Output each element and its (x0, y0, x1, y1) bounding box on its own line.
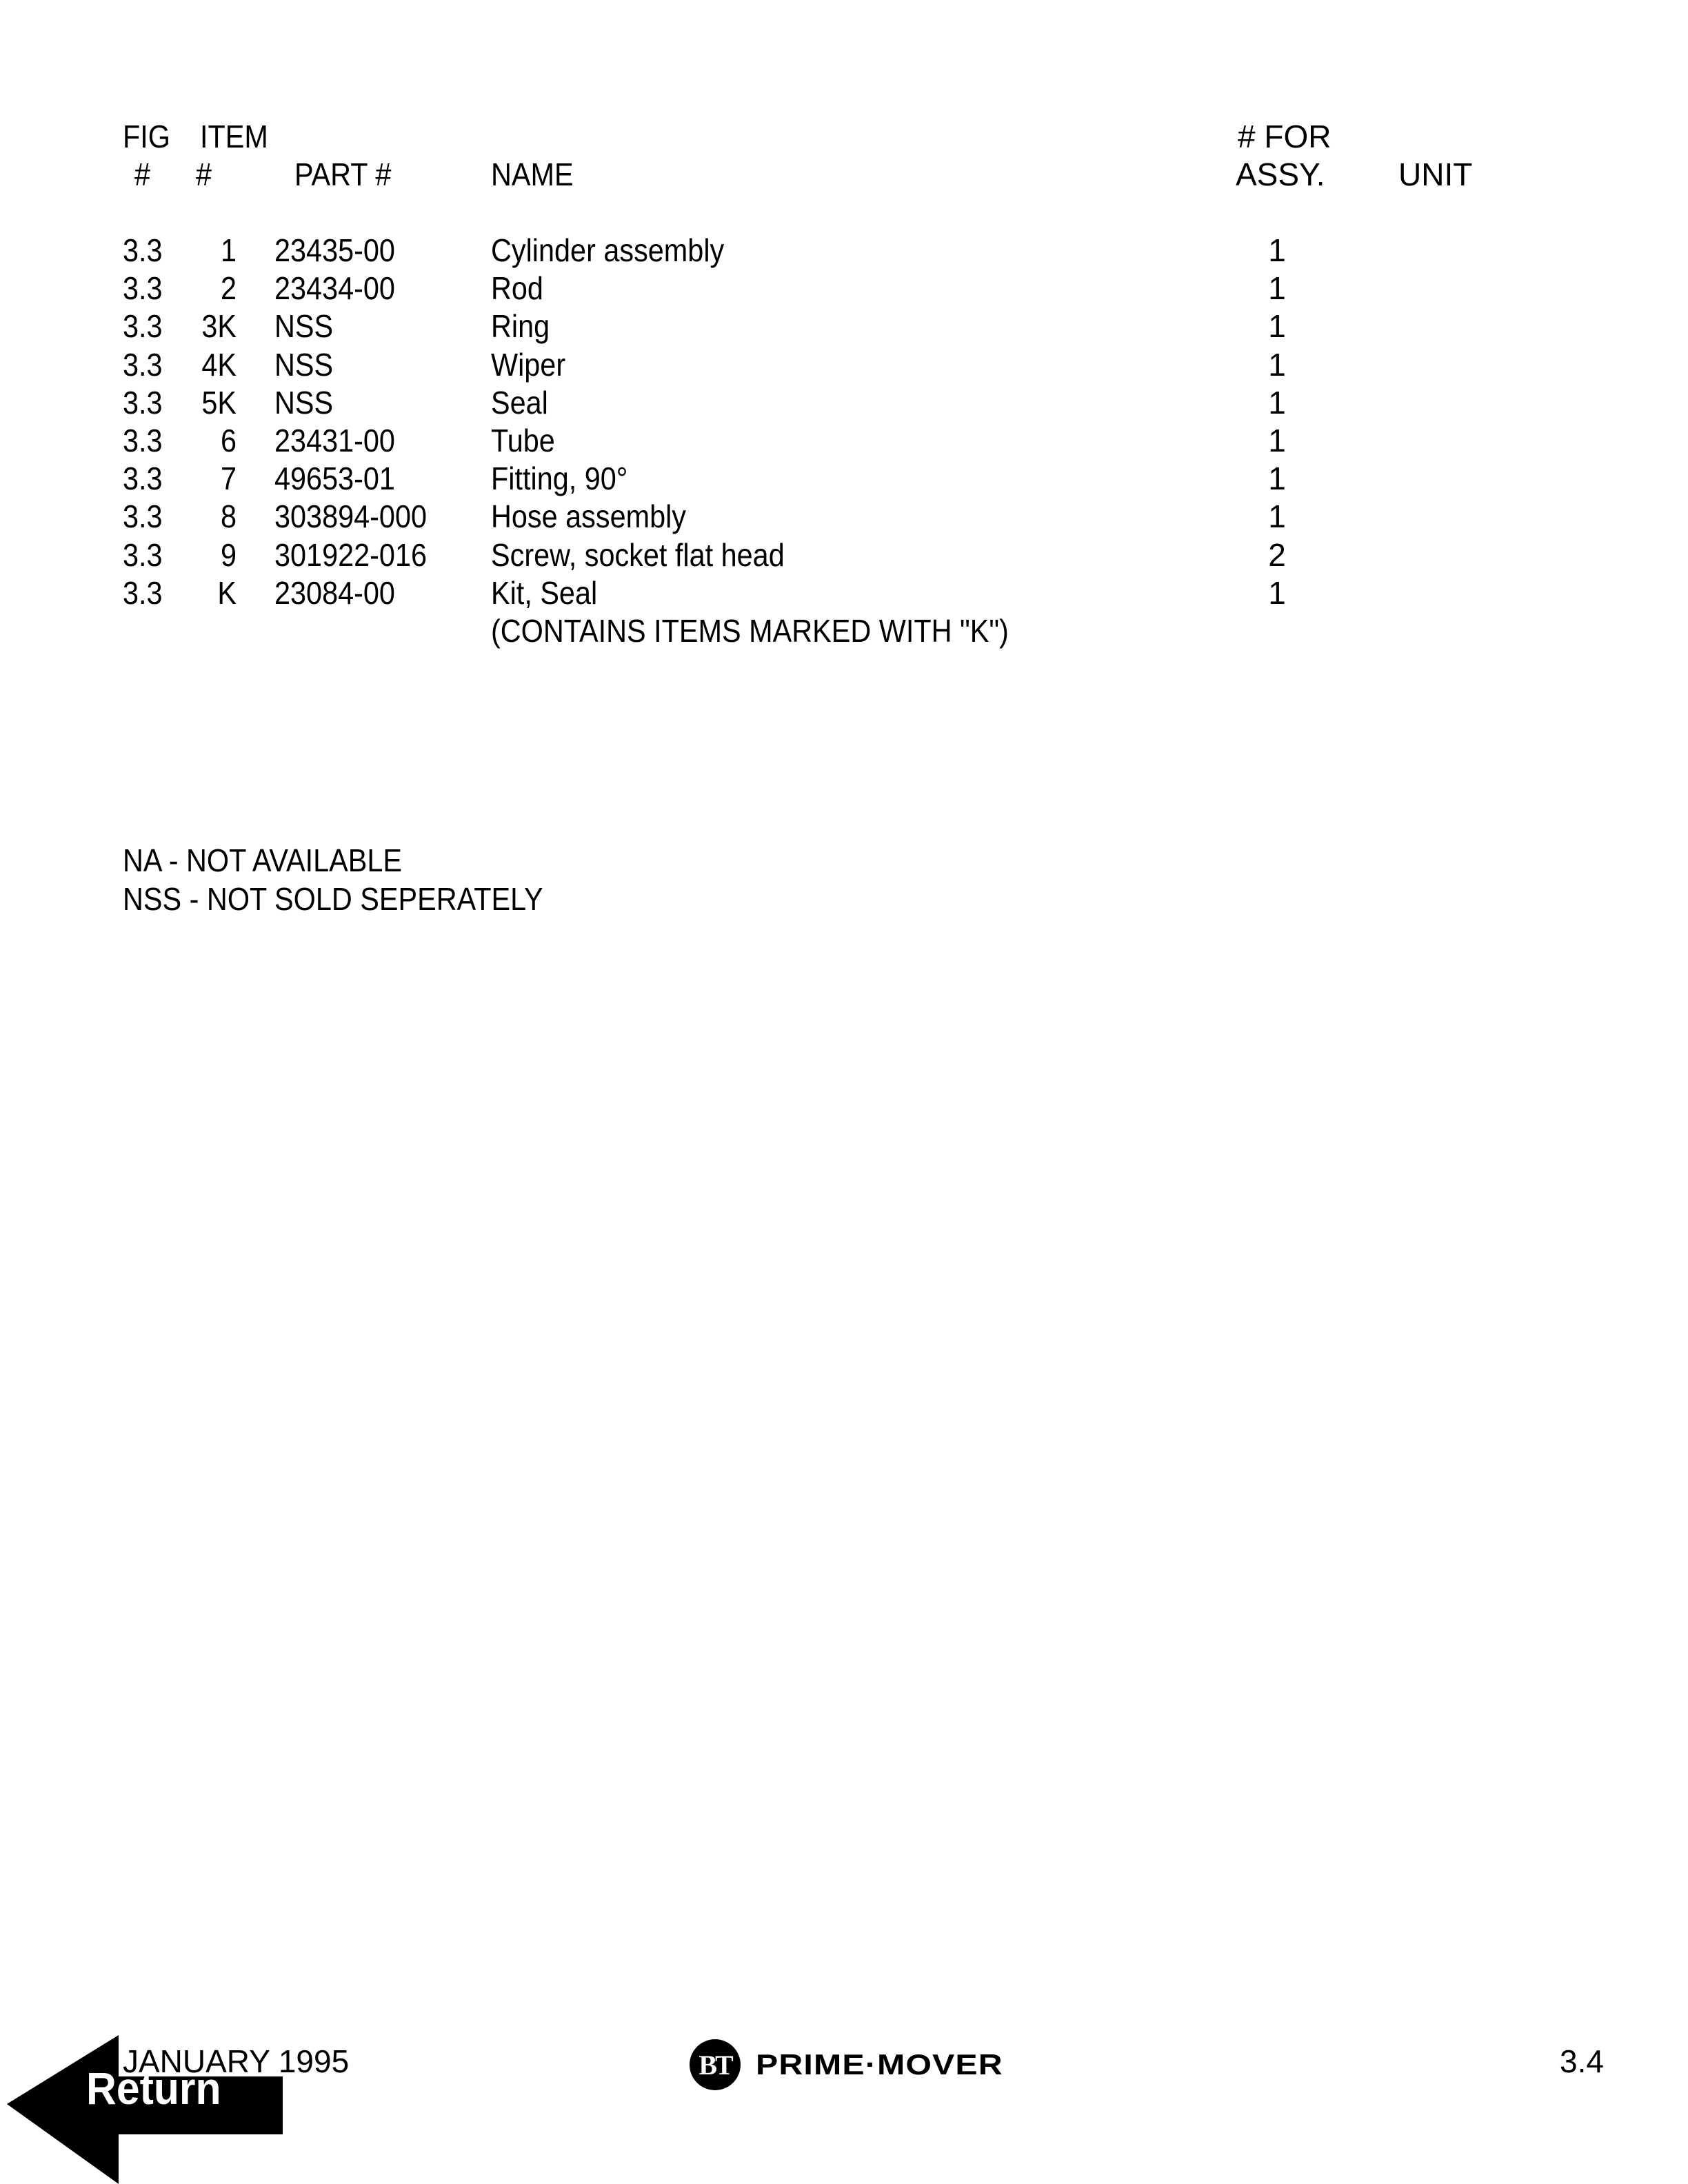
kit-note: (CONTAINS ITEMS MARKED WITH "K") (491, 612, 1009, 649)
header-assy-label: ASSY. (1236, 156, 1325, 192)
qty-for-assy: 1 (1268, 498, 1286, 535)
page-number: 3.4 (1560, 2043, 1604, 2079)
item-number: 5K (201, 384, 237, 421)
brand-logo (690, 2037, 1003, 2092)
fig-number: 3.3 (123, 461, 163, 497)
table-row (0, 269, 1688, 307)
table-row (0, 497, 1688, 535)
fig-number: 3.3 (123, 346, 163, 383)
header-item-label: ITEM (200, 119, 268, 154)
qty-for-assy: 1 (1268, 270, 1286, 307)
footer-date: JANUARY 1995 (123, 2043, 350, 2079)
table-row (0, 307, 1688, 345)
header-fig-hash: # (134, 156, 151, 192)
header-fig-label: FIG (123, 119, 171, 154)
header-name-label: NAME (491, 156, 574, 192)
part-name: Hose assembly (491, 498, 687, 535)
qty-for-assy: 1 (1268, 384, 1286, 421)
header-part-label: PART # (294, 156, 392, 192)
fig-number: 3.3 (123, 270, 163, 307)
part-number: NSS (274, 308, 334, 345)
fig-number: 3.3 (123, 232, 163, 268)
brand-name: PRIME·MOVER (756, 2048, 1003, 2081)
part-number: 301922-016 (274, 536, 428, 573)
part-name: Screw, socket flat head (491, 536, 785, 573)
qty-for-assy: 1 (1268, 574, 1286, 611)
item-number: 9 (220, 536, 237, 573)
table-row (0, 574, 1688, 611)
qty-for-assy: 1 (1268, 308, 1286, 345)
part-name: Seal (491, 384, 548, 421)
fig-number: 3.3 (123, 574, 163, 611)
item-number: 8 (220, 498, 237, 535)
fig-number: 3.3 (123, 308, 163, 345)
item-number: 3K (201, 308, 237, 345)
part-number: 49653-01 (274, 461, 395, 497)
table-row (0, 536, 1688, 574)
fig-number: 3.3 (123, 498, 163, 535)
fig-number: 3.3 (123, 422, 163, 458)
table-row (0, 383, 1688, 421)
part-name: Ring (491, 308, 550, 345)
table-row (0, 421, 1688, 459)
kit-note-row (0, 611, 1688, 649)
parts-list (0, 231, 1688, 649)
part-name: Kit, Seal (491, 574, 598, 611)
legend-na: NA - NOT AVAILABLE (123, 842, 402, 878)
table-row (0, 345, 1688, 383)
qty-for-assy: 1 (1268, 461, 1286, 497)
fig-number: 3.3 (123, 536, 163, 573)
part-number: 303894-000 (274, 498, 428, 535)
part-name: Cylinder assembly (491, 232, 725, 268)
header-for-label: # FOR (1238, 119, 1332, 154)
qty-for-assy: 1 (1268, 232, 1286, 268)
item-number: 6 (220, 422, 237, 458)
header-unit-label: UNIT (1398, 156, 1473, 192)
part-number: NSS (274, 346, 334, 383)
qty-for-assy: 2 (1268, 536, 1286, 573)
part-number: 23431-00 (274, 422, 395, 458)
part-name: Wiper (491, 346, 566, 383)
fig-number: 3.3 (123, 384, 163, 421)
return-label: Return (86, 2063, 221, 2114)
part-name: Rod (491, 270, 543, 307)
part-number: 23434-00 (274, 270, 395, 307)
item-number: 2 (220, 270, 237, 307)
item-number: 4K (201, 346, 237, 383)
table-row (0, 231, 1688, 269)
part-number: 23084-00 (274, 574, 395, 611)
item-number: 7 (220, 461, 237, 497)
part-number: NSS (274, 384, 334, 421)
legend-nss: NSS - NOT SOLD SEPERATELY (123, 881, 543, 917)
item-number: K (217, 574, 237, 611)
abbreviation-legend (123, 841, 590, 918)
bt-logo-icon: BT (690, 2039, 741, 2090)
table-row (0, 459, 1688, 497)
item-number: 1 (220, 232, 237, 268)
part-name: Tube (491, 422, 555, 458)
part-name: Fitting, 90° (491, 461, 628, 497)
header-item-hash: # (196, 156, 212, 192)
part-number: 23435-00 (274, 232, 395, 268)
qty-for-assy: 1 (1268, 346, 1286, 383)
return-button[interactable] (6, 2035, 288, 2184)
qty-for-assy: 1 (1268, 422, 1286, 458)
